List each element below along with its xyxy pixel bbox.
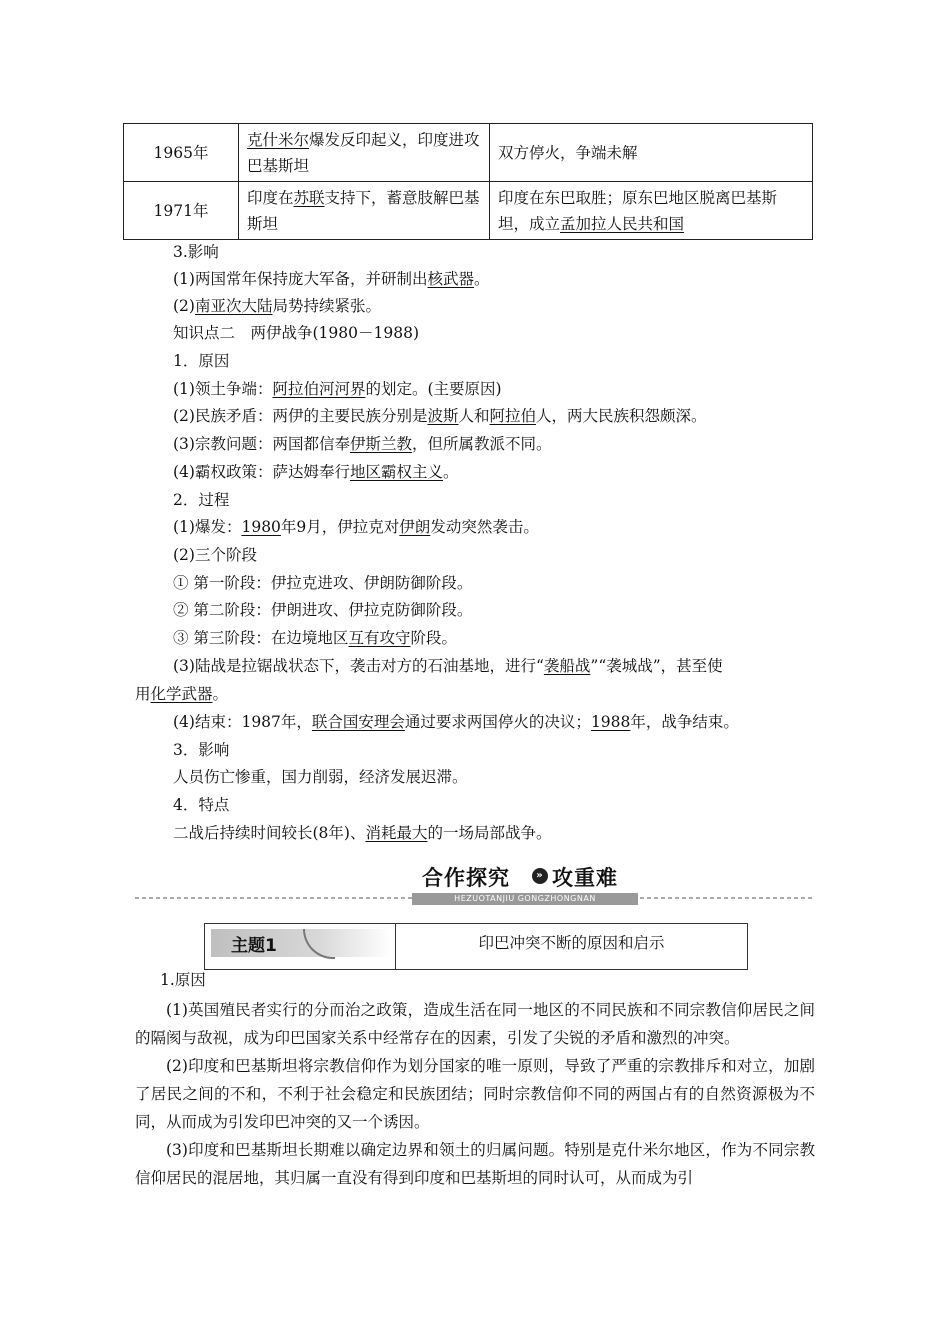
text-segment: ① 第一阶段：伊拉克进攻、伊朗防御阶段。 bbox=[173, 574, 473, 592]
topic-box bbox=[204, 923, 748, 970]
event-cell bbox=[239, 124, 490, 182]
underlined-term: 袭船战 bbox=[543, 657, 591, 675]
text-segment: 发动突然袭击。 bbox=[430, 518, 539, 536]
underlined-term: 阿拉伯河河界 bbox=[272, 380, 366, 398]
text-segment: (1)领土争端： bbox=[173, 380, 273, 398]
text-line bbox=[173, 739, 229, 761]
text-segment: (1)两国常年保持庞大军备，并研制出 bbox=[173, 270, 428, 288]
text-line bbox=[173, 433, 552, 455]
underlined-term: 消耗最大 bbox=[365, 824, 428, 842]
text-line bbox=[173, 544, 257, 566]
text-segment: (1)爆发： bbox=[173, 518, 242, 536]
underlined-term: 地区霸权主义 bbox=[349, 463, 443, 481]
text-line bbox=[173, 711, 739, 733]
text-segment: 3.影响 bbox=[173, 243, 219, 261]
text-segment: 双方停火，争端未解 bbox=[498, 143, 638, 162]
text-line bbox=[173, 461, 459, 483]
year-cell: 1971年 bbox=[124, 182, 239, 240]
text-segment: 人员伤亡惨重，国力削弱，经济发展迟滞。 bbox=[173, 768, 468, 786]
text-line bbox=[173, 766, 468, 788]
topic-tag bbox=[211, 929, 391, 957]
text-segment: ③ 第三阶段：在边境地区 bbox=[173, 629, 349, 647]
underlined-term: 1988 bbox=[590, 713, 631, 731]
text-segment: 知识点二 两伊战争(1980－1988) bbox=[173, 324, 419, 342]
text-segment: 印度在 bbox=[247, 188, 294, 207]
text-line bbox=[173, 794, 229, 816]
text-line bbox=[173, 241, 219, 263]
text-segment: 的划定。(主要原因) bbox=[365, 380, 502, 398]
text-line bbox=[135, 683, 228, 705]
event-cell bbox=[239, 182, 490, 240]
text-segment: 3．影响 bbox=[173, 741, 230, 759]
underlined-term: 阿拉伯 bbox=[489, 407, 537, 425]
text-segment: 。 bbox=[442, 463, 459, 481]
underlined-term: 化学武器 bbox=[150, 685, 213, 703]
text-segment: (4)结束：1987年， bbox=[173, 713, 312, 731]
text-line bbox=[173, 627, 457, 649]
text-segment: 局势持续紧张。 bbox=[272, 297, 381, 315]
underlined-term: 伊朗 bbox=[399, 518, 431, 536]
text-segment: 。 bbox=[473, 270, 490, 288]
topic-title: 印巴冲突不断的原因和启示 bbox=[478, 934, 665, 952]
text-segment: 印度在东巴取胜；原东巴地区脱离巴基斯坦，成立 bbox=[498, 188, 778, 233]
text-line bbox=[173, 655, 723, 677]
text-segment: (3)宗教问题：两国都信奉 bbox=[173, 435, 350, 453]
text-segment: ② 第二阶段：伊朗进攻、伊拉克防御阶段。 bbox=[173, 601, 473, 619]
underlined-term: 孟加拉人民共和国 bbox=[560, 214, 685, 233]
underlined-term: 苏联 bbox=[293, 188, 325, 207]
text-segment: (2)民族矛盾：两伊的主要民族分别是 bbox=[173, 407, 428, 425]
text-segment: ”“袭城战”，甚至使 bbox=[590, 657, 723, 675]
tag-curve-decoration bbox=[303, 929, 335, 959]
underlined-term: 南亚次大陆 bbox=[194, 297, 273, 315]
text-segment: 的一场局部战争。 bbox=[427, 824, 552, 842]
text-segment: 。 bbox=[212, 685, 229, 703]
result-cell bbox=[490, 124, 813, 182]
text-segment: 年，战争结束。 bbox=[630, 713, 739, 731]
text-line bbox=[173, 489, 229, 511]
table-row bbox=[124, 182, 813, 240]
text-line bbox=[173, 516, 539, 538]
text-line bbox=[173, 822, 552, 844]
paragraph: (1)英国殖民者实行的分而治之政策，造成生活在同一地区的不同民族和不同宗教信仰居民之间的隔阂与敌视，成为印巴国家关系中经常存在的因素，引发了尖锐的矛盾和激烈的冲突。 bbox=[135, 1001, 815, 1047]
text-line bbox=[173, 322, 419, 344]
text-segment: (4)霸权政策：萨达姆奉行 bbox=[173, 463, 350, 481]
underlined-term: 联合国安理会 bbox=[311, 713, 405, 731]
result-cell bbox=[490, 182, 813, 240]
text-segment: 人和 bbox=[458, 407, 490, 425]
underlined-term: 核武器 bbox=[427, 270, 474, 288]
underlined-term: 1980 bbox=[241, 518, 281, 536]
text-line bbox=[173, 268, 490, 290]
text-line bbox=[173, 599, 472, 621]
text-segment: 人，两大民族积怨颇深。 bbox=[536, 407, 707, 425]
body-paragraphs bbox=[135, 996, 815, 1192]
underlined-term: 克什米尔 bbox=[247, 130, 310, 149]
banner-title-part2: 攻重难 bbox=[552, 866, 618, 890]
underlined-term: 波斯 bbox=[427, 407, 459, 425]
text-segment: 爆发反印起义，印度进攻巴基斯坦 bbox=[247, 130, 480, 175]
section-banner bbox=[412, 860, 638, 903]
text-segment: 1.原因 bbox=[160, 971, 206, 989]
underlined-term: 互有攻守 bbox=[348, 629, 411, 647]
text-segment: ，但所属教派不同。 bbox=[411, 435, 552, 453]
table-row bbox=[124, 124, 813, 182]
text-segment: 阶段。 bbox=[410, 629, 457, 647]
paragraph: (2)印度和巴基斯坦将宗教信仰作为划分国家的唯一原则，导致了严重的宗教排斥和对立，加剧了居民之间的不和，不利于社会稳定和民族团结；同时宗教信仰不同的两国占有的自然资源极为不同，从而成为引发印巴冲突的又一个诱因。 bbox=[135, 1057, 815, 1131]
text-line bbox=[173, 405, 707, 427]
text-line bbox=[160, 969, 206, 991]
text-line bbox=[173, 350, 229, 372]
text-segment: 2．过程 bbox=[173, 491, 230, 509]
double-chevron-icon: » bbox=[532, 868, 548, 884]
text-line bbox=[173, 378, 502, 400]
text-line bbox=[173, 295, 381, 317]
banner-subtitle: HEZUOTANJIU GONGZHONGNAN bbox=[412, 893, 638, 905]
year-cell: 1965年 bbox=[124, 124, 239, 182]
text-segment: 4．特点 bbox=[173, 796, 230, 814]
paragraph: (3)印度和巴基斯坦长期难以确定边界和领土的归属问题。特别是克什米尔地区，作为不同宗教信仰居民的混居地，其归属一直没有得到印度和巴基斯坦的同时认可，从而成为引 bbox=[135, 1141, 815, 1187]
text-segment: 二战后持续时间较长(8年)、 bbox=[173, 824, 366, 842]
banner-title-part1: 合作探究 bbox=[422, 866, 510, 890]
text-line bbox=[173, 572, 472, 594]
text-segment: 1．原因 bbox=[173, 352, 230, 370]
text-segment: 用 bbox=[135, 685, 151, 703]
text-segment: (2) bbox=[173, 297, 195, 315]
topic-tag-label: 主题1 bbox=[231, 936, 277, 956]
text-segment: 支持下，蓄意肢解巴基斯坦 bbox=[247, 188, 480, 233]
text-segment: 通过要求两国停火的决议； bbox=[404, 713, 591, 731]
text-segment: 年9月，伊拉克对 bbox=[280, 518, 400, 536]
wars-table bbox=[123, 123, 813, 240]
text-segment: (3)陆战是拉锯战状态下，袭击对方的石油基地，进行“ bbox=[173, 657, 544, 675]
underlined-term: 伊斯兰教 bbox=[349, 435, 412, 453]
text-segment: (2)三个阶段 bbox=[173, 546, 257, 564]
